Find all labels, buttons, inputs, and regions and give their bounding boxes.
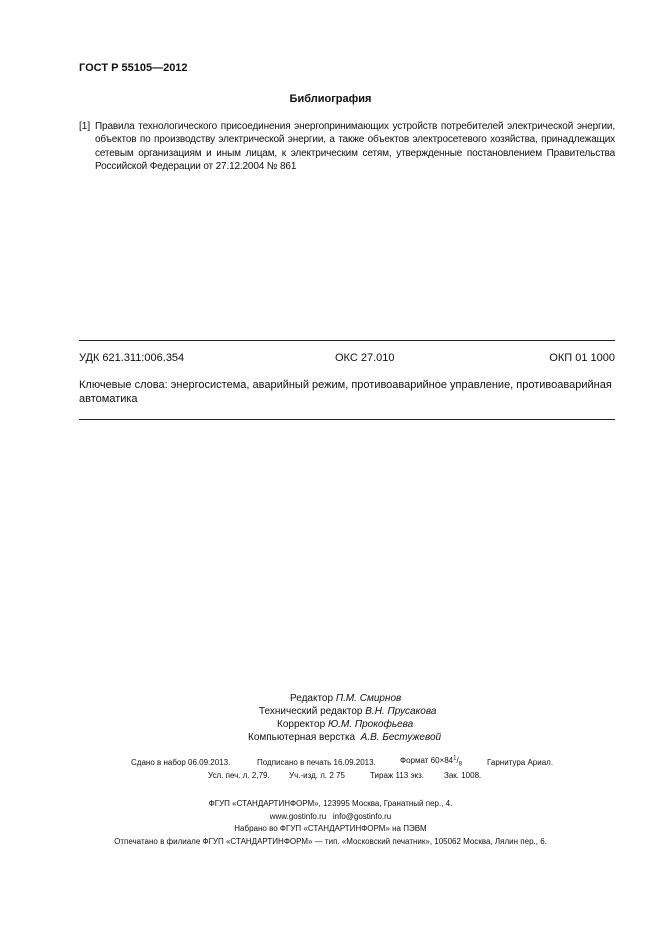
print-format-sub: 8: [458, 761, 463, 768]
print-pub-wrap: [289, 771, 345, 780]
credit-corrector-label: Корректор: [277, 719, 326, 730]
oks-code: ОКС 27.010: [335, 352, 395, 364]
print-order: Зак. 1008.: [444, 771, 482, 780]
print-signed-wrap: [257, 758, 376, 767]
publisher-website[interactable]: www.gostinfo.ru: [269, 811, 327, 821]
print-format-sup: 1: [453, 755, 457, 762]
print-conv-wrap: [208, 771, 270, 780]
udk-code: УДК 621.311:006.354: [79, 352, 185, 364]
credit-tech-editor-name: В.Н. Прусакова: [365, 706, 437, 717]
publisher-email[interactable]: info@gostinfo.ru: [332, 811, 392, 821]
publisher-contacts: [0, 811, 661, 824]
credit-editor-name: П.М. Смирнов: [335, 693, 402, 704]
print-typeface-wrap: [487, 758, 553, 767]
print-info-line1: [131, 758, 230, 767]
print-circ-wrap: [370, 771, 424, 780]
keywords: Ключевые слова: энергосистема, аварийный режим, противоаварийное управление, противоаварийная автоматика: [79, 379, 612, 405]
publisher-block: [0, 798, 661, 848]
bibliography-entry: [79, 120, 615, 173]
publisher-printed: Отпечатано в филиале ФГУП «СТАНДАРТИНФОРМ» — тип. «Московский печатник», 105062 Москва, Лялин пер., 6.: [114, 836, 547, 846]
print-conv-sheets: Усл. печ. л. 2,79.: [208, 771, 270, 780]
print-format-prefix: Формат 60×84: [400, 756, 454, 765]
okp-code: ОКП 01 1000: [549, 352, 615, 364]
credit-corrector: [277, 718, 413, 731]
print-typeface: Гарнитура Ариал.: [487, 758, 554, 767]
print-circulation: Тираж 113 экз.: [370, 771, 425, 780]
bibliography-heading: Библиография: [289, 93, 372, 105]
credit-layout-name: А.В. Бестужевой: [360, 732, 442, 743]
bibliography-entry-number: [1]: [79, 121, 91, 132]
divider-top: [79, 340, 615, 341]
bibliography-entry-text: Правила технологического присоединения энергопринимающих устройств потребителей электрической энергии, объектов по производству электрической энергии, а также объектов электросетевого хозяйства, принадлежащих сетевым организациям и иным лицам, к электрическим сетям, утвержденные постановлением Правительства Российской Федерации от 27.12.2004 № 861: [95, 121, 615, 172]
print-submitted: Сдано в набор 06.09.2013.: [131, 758, 231, 767]
publisher-address: ФГУП «СТАНДАРТИНФОРМ», 123995 Москва, Гранатный пер., 4.: [208, 799, 453, 808]
credit-tech-editor-label: Технический редактор: [259, 706, 363, 717]
print-pub-sheets: Уч.-изд. л. 2 75: [289, 771, 345, 780]
credit-editor: [290, 692, 401, 705]
print-order-wrap: [444, 771, 481, 780]
publisher-typeset: Набрано во ФГУП «СТАНДАРТИНФОРМ» на ПЭВМ: [234, 824, 427, 833]
divider-bottom: [79, 419, 615, 420]
credit-tech-editor: [259, 705, 436, 718]
credit-editor-label: Редактор: [290, 693, 334, 704]
credit-layout-label: Компьютерная верстка: [248, 732, 356, 743]
print-signed: Подписано в печать 16.09.2013.: [257, 758, 376, 767]
credit-corrector-name: Ю.М. Прокофьева: [327, 719, 414, 730]
credit-layout: [248, 731, 441, 744]
print-format: Формат $60\times 84^1/_8$: [400, 755, 463, 768]
standard-designation: ГОСТ Р 55105—2012: [79, 62, 188, 74]
